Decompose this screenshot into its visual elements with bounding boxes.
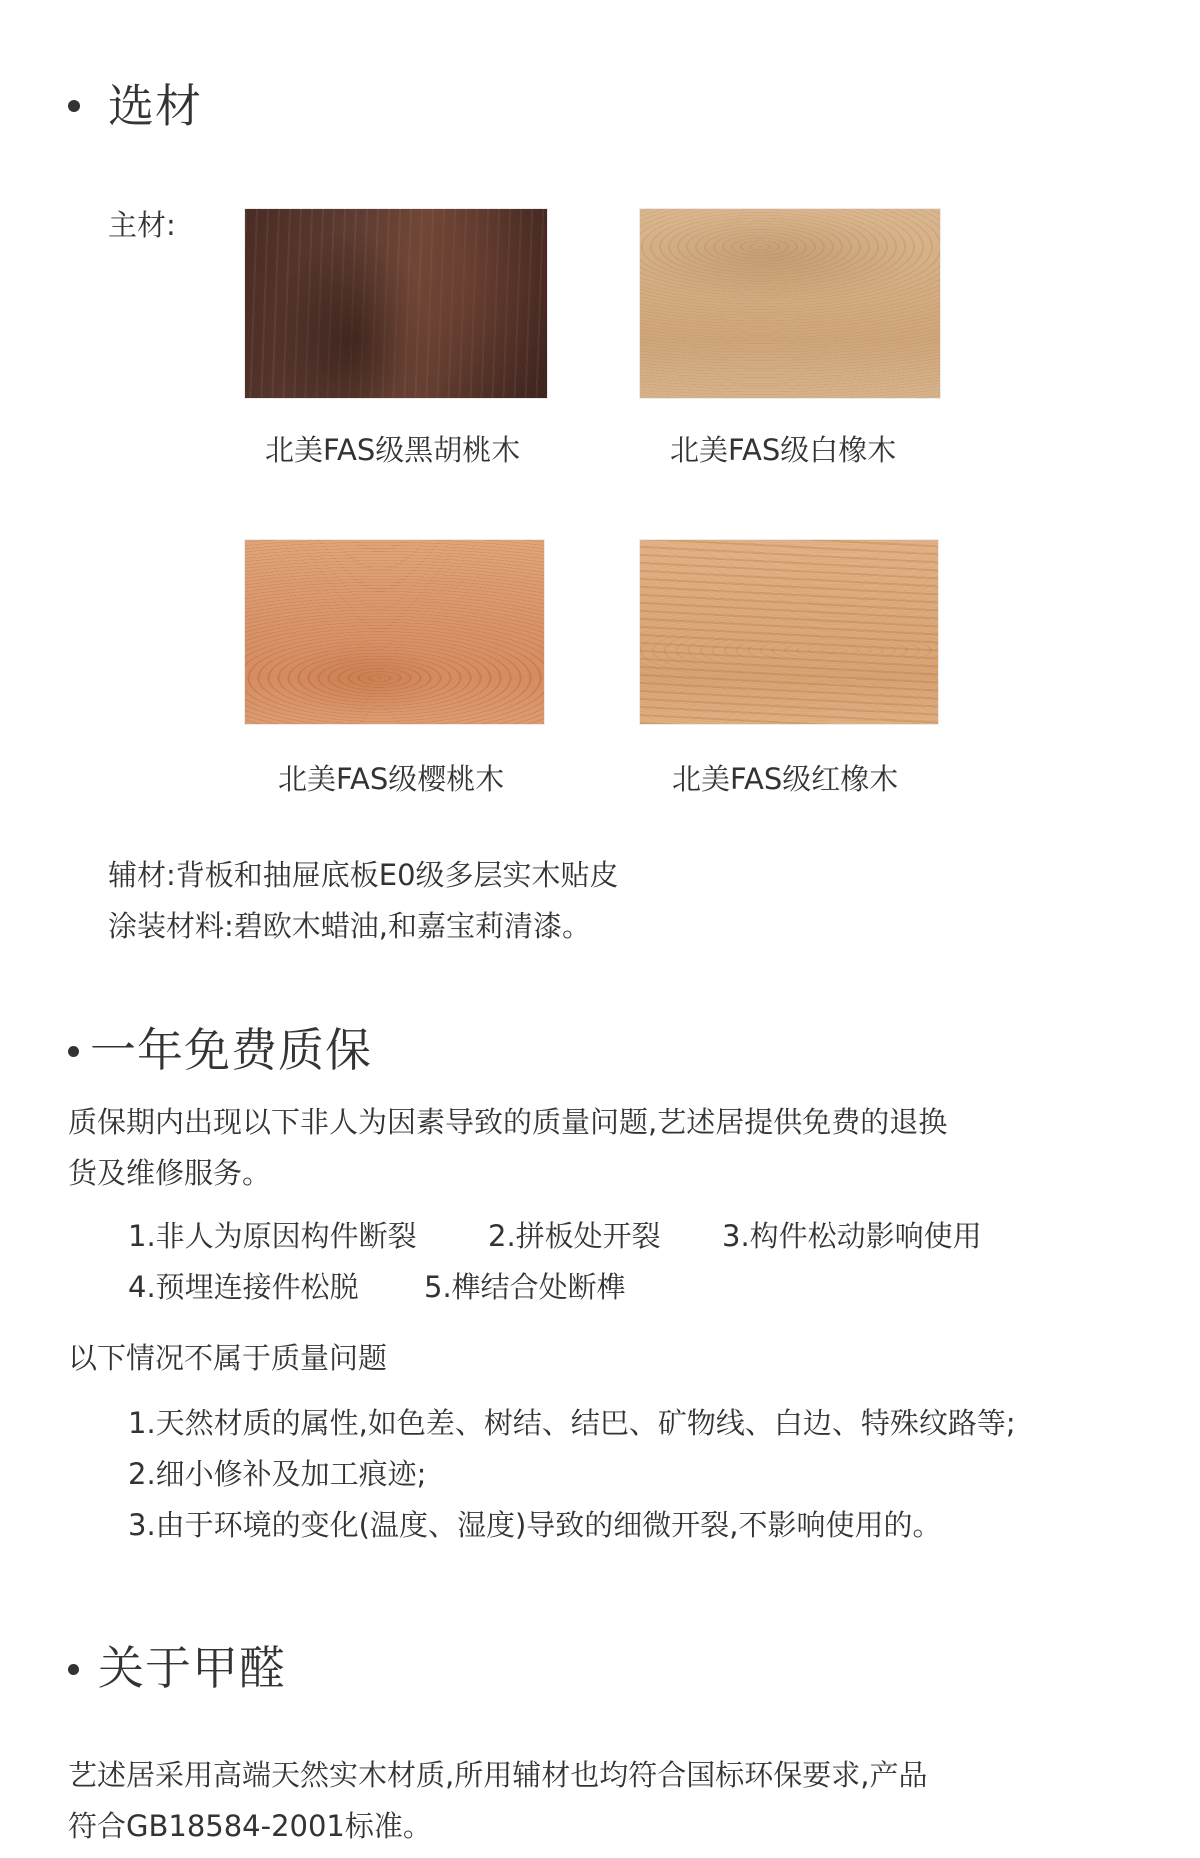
- white-oak-swatch-image: [640, 209, 940, 398]
- bullet-icon: [68, 1664, 79, 1675]
- aux-material-text: 辅材:背板和抽屉底板E0级多层实木贴皮: [108, 858, 619, 892]
- cherry-swatch-caption: 北美FAS级樱桃木: [278, 762, 505, 796]
- bullet-icon: [68, 1046, 79, 1057]
- cherry-swatch-image: [245, 540, 544, 724]
- main-material-label: 主材:: [108, 208, 176, 242]
- white-oak-swatch-caption: 北美FAS级白橡木: [670, 433, 897, 467]
- covered-item: 2.拼板处开裂: [488, 1219, 661, 1253]
- covered-item: 1.非人为原因构件断裂: [128, 1219, 417, 1253]
- covered-item: 3.构件松动影响使用: [722, 1219, 982, 1253]
- formaldehyde-text-line1: 艺述居采用高端天然实木材质,所用辅材也均符合国标环保要求,产品: [68, 1758, 928, 1792]
- bullet-icon: [68, 100, 80, 112]
- material-heading: 选材: [108, 79, 202, 133]
- covered-item: 5.榫结合处断榫: [424, 1270, 626, 1304]
- formaldehyde-heading: 关于甲醛: [98, 1641, 286, 1695]
- warranty-intro-line2: 货及维修服务。: [68, 1156, 272, 1190]
- red-oak-swatch-caption: 北美FAS级红橡木: [672, 762, 899, 796]
- excluded-item: 2.细小修补及加工痕迹;: [128, 1457, 427, 1491]
- walnut-swatch-caption: 北美FAS级黑胡桃木: [265, 433, 521, 467]
- red-oak-swatch-image: [640, 540, 938, 724]
- warranty-heading: 一年免费质保: [90, 1023, 372, 1077]
- excluded-title: 以下情况不属于质量问题: [68, 1341, 388, 1375]
- coating-text: 涂装材料:碧欧木蜡油,和嘉宝莉清漆。: [108, 909, 591, 943]
- walnut-swatch-image: [245, 209, 547, 398]
- excluded-item: 1.天然材质的属性,如色差、树结、结巴、矿物线、白边、特殊纹路等;: [128, 1406, 1016, 1440]
- formaldehyde-text-line2: 符合GB18584-2001标准。: [68, 1809, 432, 1843]
- covered-item: 4.预埋连接件松脱: [128, 1270, 359, 1304]
- warranty-intro-line1: 质保期内出现以下非人为因素导致的质量问题,艺述居提供免费的退换: [68, 1105, 948, 1139]
- excluded-item: 3.由于环境的变化(温度、湿度)导致的细微开裂,不影响使用的。: [128, 1508, 942, 1542]
